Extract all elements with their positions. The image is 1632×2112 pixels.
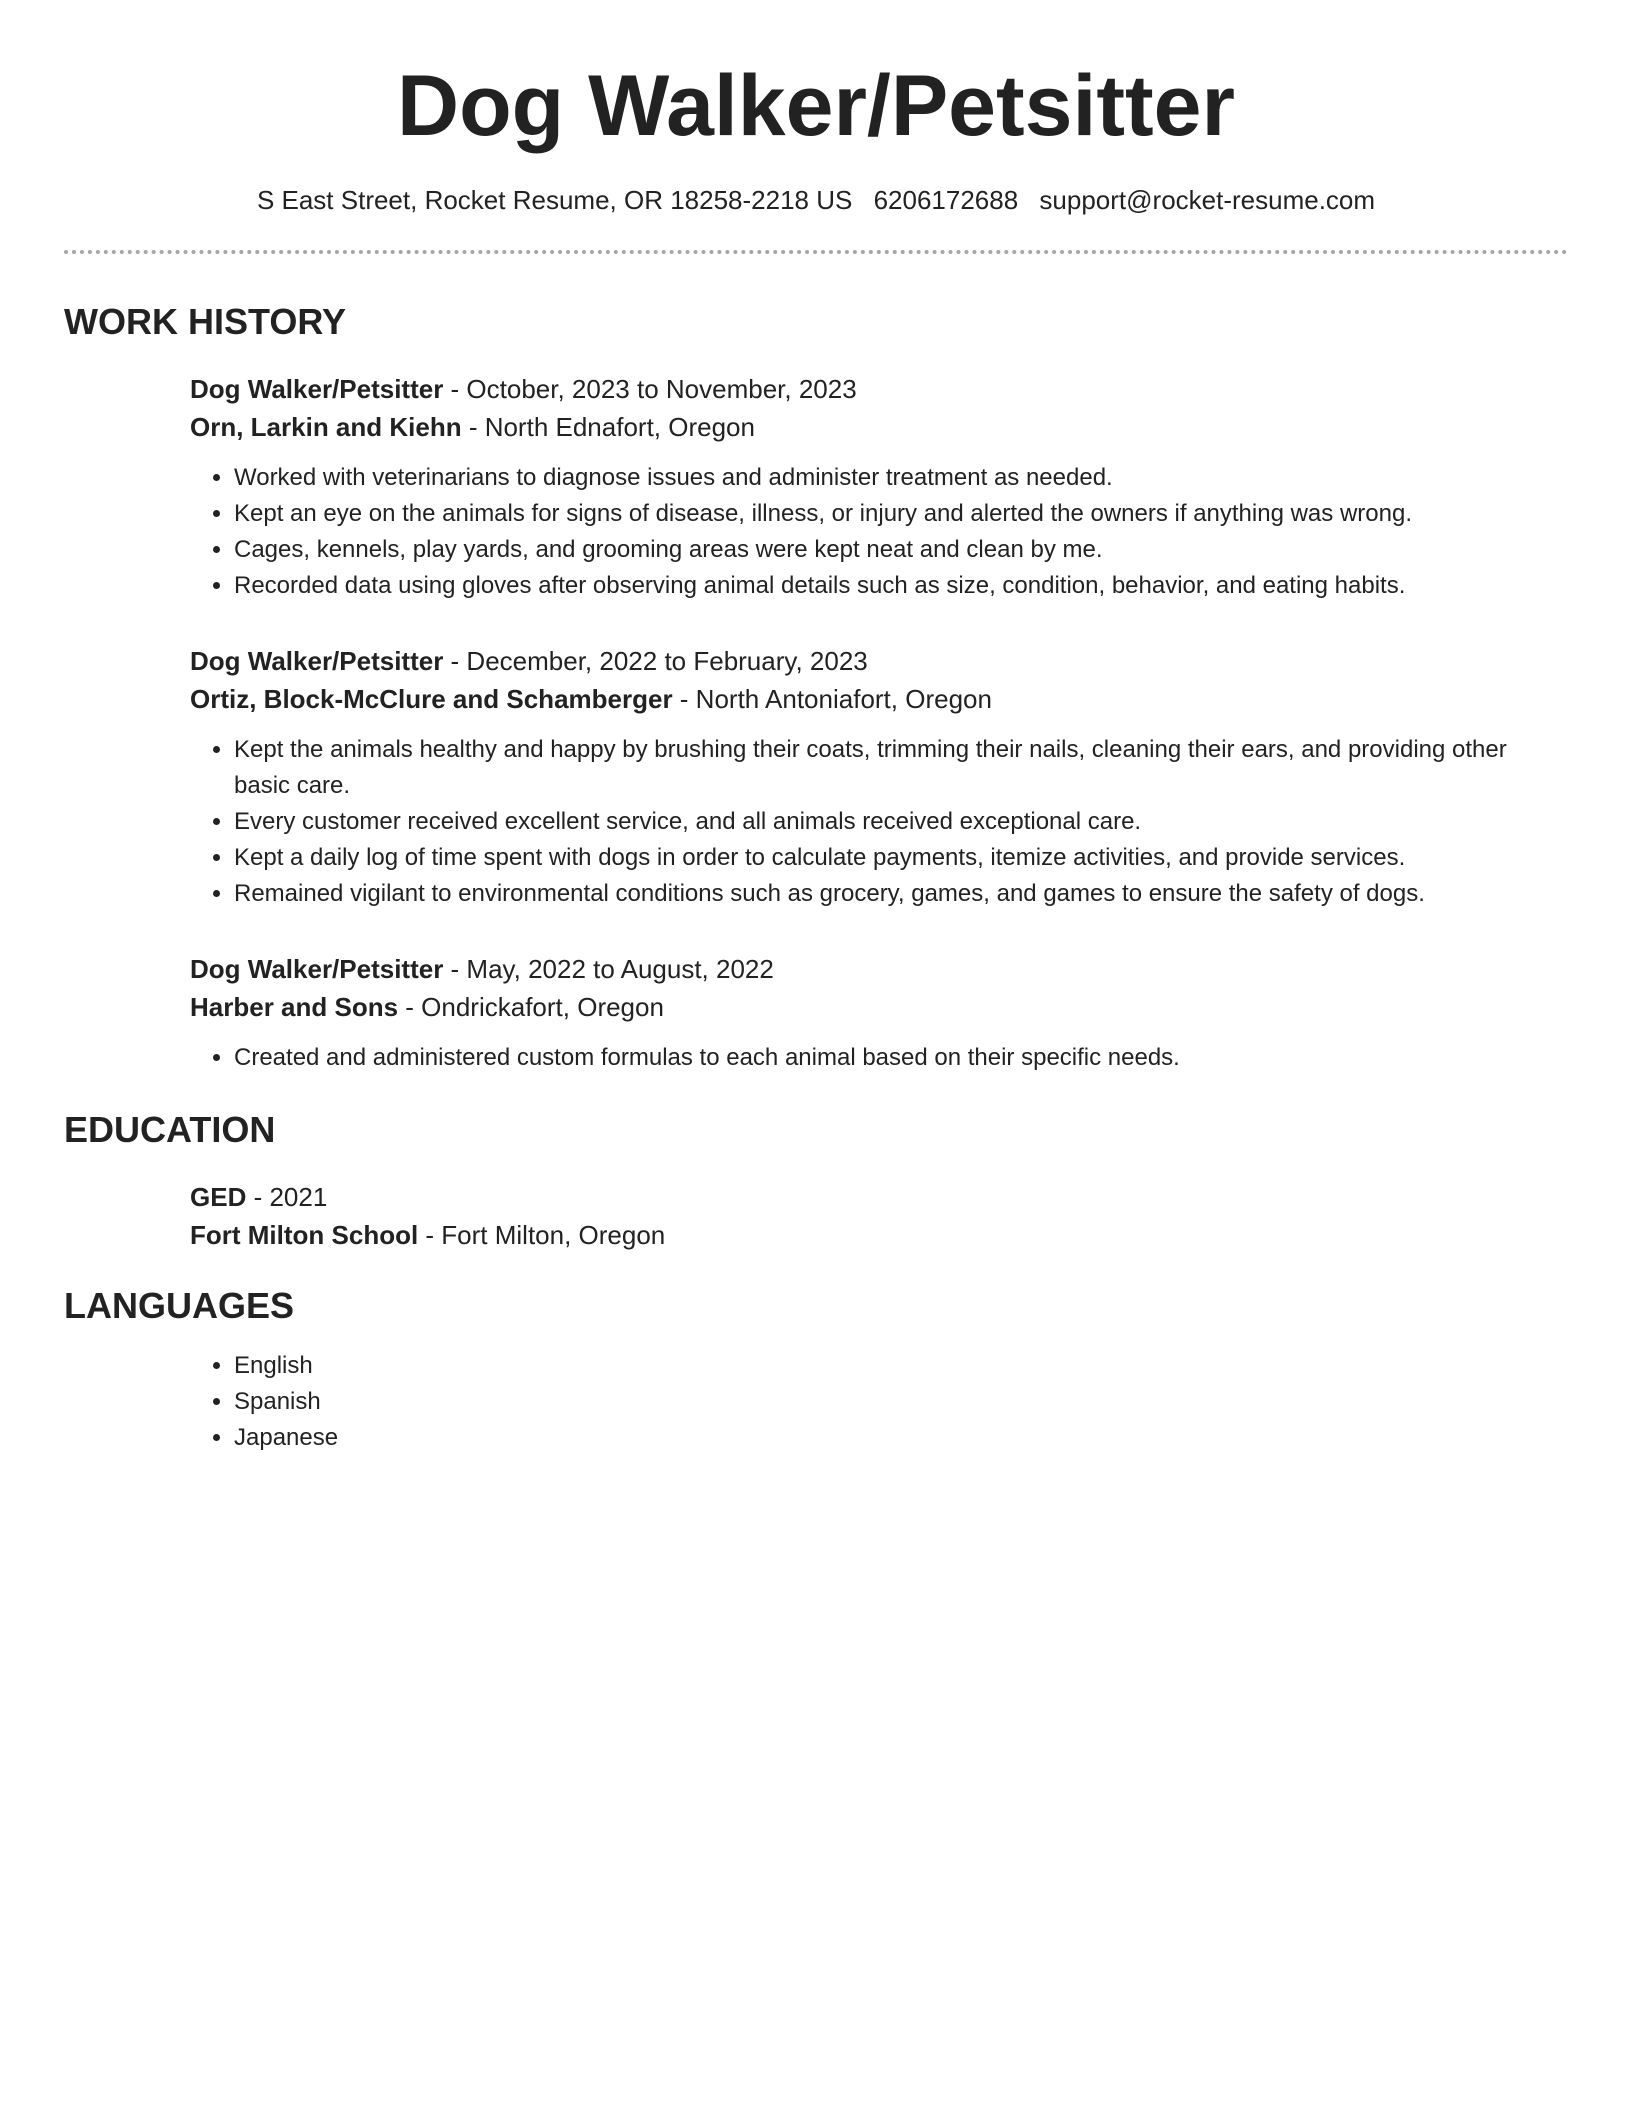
education-school-line: [190, 1216, 1568, 1254]
section-title-languages: LANGUAGES: [64, 1285, 295, 1326]
job-entry: [190, 370, 1568, 604]
contact-line: [64, 184, 1568, 216]
section-title-education: EDUCATION: [64, 1109, 276, 1150]
section-title-work-history: WORK HISTORY: [64, 301, 347, 342]
dotted-divider: [64, 250, 1568, 254]
job-bullet: • Recorded data using gloves after observing animal details such as size, condition, behavior, and eating habits.: [234, 568, 1568, 604]
job-entry: [190, 642, 1568, 912]
languages-list: [190, 1348, 1568, 1456]
job-bullet: • Remained vigilant to environmental conditions such as grocery, games, and games to ensure the safety of dogs.: [234, 876, 1568, 912]
job-bullet: • Cages, kennels, play yards, and grooming areas were kept neat and clean by me.: [234, 532, 1568, 568]
job-title: Dog Walker/Petsitter: [190, 646, 444, 676]
education-location: - Fort Milton, Oregon: [418, 1220, 666, 1250]
job-dates: - October, 2023 to November, 2023: [443, 374, 857, 404]
job-entry: [190, 950, 1568, 1076]
languages-block: [64, 1348, 1568, 1456]
job-bullet: • Kept a daily log of time spent with dogs in order to calculate payments, itemize activities, and provide services.: [234, 840, 1568, 876]
education-degree-line: [190, 1178, 1568, 1216]
job-company-line: [190, 680, 1568, 718]
job-title-line: [190, 642, 1568, 680]
job-title-line: [190, 370, 1568, 408]
job-bullet: • Kept an eye on the animals for signs of disease, illness, or injury and alerted the owners if anything was wrong.: [234, 496, 1568, 532]
education-entry: [64, 1178, 1568, 1254]
job-company: Orn, Larkin and Kiehn: [190, 412, 462, 442]
job-company: Harber and Sons: [190, 992, 399, 1022]
job-location: - North Ednafort, Oregon: [461, 412, 755, 442]
candidate-name: Dog Walker/Petsitter: [397, 58, 1235, 154]
job-bullet: • Created and administered custom formulas to each animal based on their specific needs.: [234, 1040, 1568, 1076]
education-degree: GED: [190, 1182, 247, 1212]
job-title: Dog Walker/Petsitter: [190, 954, 444, 984]
job-company-line: [190, 408, 1568, 446]
job-title-line: [190, 950, 1568, 988]
job-dates: - December, 2022 to February, 2023: [443, 646, 868, 676]
job-bullets: [190, 1040, 1568, 1076]
address: S East Street, Rocket Resume, OR 18258-2218 US: [256, 185, 853, 215]
language-item: • Japanese: [234, 1420, 1568, 1456]
job-dates: - May, 2022 to August, 2022: [443, 954, 774, 984]
job-bullets: [190, 460, 1568, 604]
education-year: - 2021: [246, 1182, 328, 1212]
language-item: • Spanish: [234, 1384, 1568, 1420]
job-location: - North Antoniafort, Oregon: [672, 684, 992, 714]
language-item: • English: [234, 1348, 1568, 1384]
job-company-line: [190, 988, 1568, 1026]
email: support@rocket-resume.com: [1039, 185, 1376, 215]
job-bullet: • Every customer received excellent service, and all animals received exceptional care.: [234, 804, 1568, 840]
job-location: - Ondrickafort, Oregon: [398, 992, 664, 1022]
work-history-list: [64, 370, 1568, 1076]
education-school: Fort Milton School: [190, 1220, 419, 1250]
job-bullet: • Worked with veterinarians to diagnose issues and administer treatment as needed.: [234, 460, 1568, 496]
phone: 6206172688: [873, 185, 1019, 215]
job-bullet: • Kept the animals healthy and happy by brushing their coats, trimming their nails, cleaning their ears, and providing other basic care.: [234, 732, 1568, 804]
job-title: Dog Walker/Petsitter: [190, 374, 444, 404]
job-bullets: [190, 732, 1568, 912]
job-company: Ortiz, Block-McClure and Schamberger: [190, 684, 673, 714]
